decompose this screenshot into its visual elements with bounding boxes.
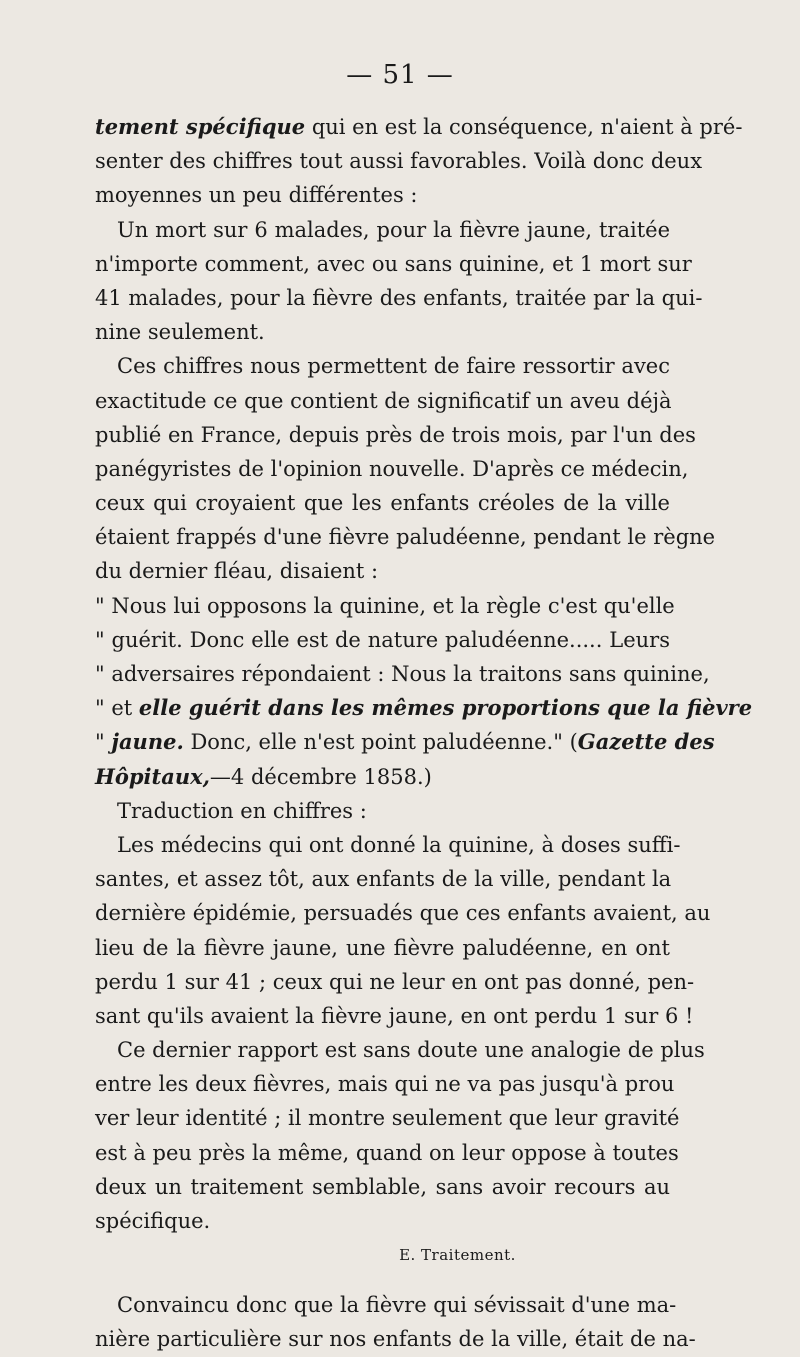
text-line: étaient frappés d'une fièvre paludéenne, pendant le règne — [95, 525, 716, 550]
quote-line: " Nous lui opposons la quinine, et la règle c'est qu'elle — [95, 593, 675, 618]
text-line: Hôpitaux,—4 décembre 1858.) — [95, 763, 432, 789]
text-line: nine seulement. — [95, 320, 265, 345]
text-line: spécifique. — [95, 1209, 211, 1233]
text-line: lieu de la fièvre jaune, une fièvre paludéenne, en ont — [95, 935, 670, 960]
text-line: Ces chiffres nous permettent de faire ressortir avec — [117, 354, 670, 379]
page-number: — 51 — — [346, 60, 454, 90]
emphasis: elle guérit dans les mêmes proportions que la fièvre — [138, 695, 753, 721]
text-line: est à peu près la même, quand on leur oppose à toutes — [95, 1140, 679, 1165]
text-line: dernière épidémie, persuadés que ces enfants avaient, au — [95, 901, 711, 926]
text-line: perdu 1 sur 41 ; ceux qui ne leur en ont pas donné, pen- — [95, 969, 695, 994]
text-line: Traduction en chiffres : — [117, 798, 367, 823]
emphasis: tement spécifique — [95, 114, 306, 139]
text-line: Un mort sur 6 malades, pour la fièvre jaune, traitée — [117, 217, 670, 242]
text-line: deux un traitement semblable, sans avoir recours au — [95, 1174, 670, 1199]
text-line: entre les deux fièvres, mais qui ne va pas jusqu'à prou — [95, 1072, 675, 1097]
citation: Hôpitaux, — [95, 763, 210, 789]
emphasis: jaune. — [111, 729, 184, 755]
text-line: moyennes un peu différentes : — [95, 183, 418, 208]
quote-line: " adversaires répondaient : Nous la traitons sans quinine, — [95, 662, 710, 686]
text-line: Les médecins qui ont donné la quinine, à doses suffi- — [117, 832, 681, 857]
text-line: Ce dernier rapport est sans doute une analogie de plus — [117, 1038, 705, 1063]
quote-line: " jaune. Donc, elle n'est point paludéenne." (Gazette des — [95, 729, 715, 755]
text-line: n'importe comment, avec ou sans quinine, et 1 mort sur — [95, 251, 692, 276]
text-line: 41 malades, pour la fièvre des enfants, traitée par la qui- — [95, 285, 703, 310]
quote-line: " et elle guérit dans les mêmes proportions que la fièvre — [95, 695, 753, 721]
text-line: panégyristes de l'opinion nouvelle. D'après ce médecin, — [95, 456, 689, 481]
text-line: Convaincu donc que la fièvre qui sévissait d'une ma- — [117, 1293, 677, 1318]
text-line: senter des chiffres tout aussi favorables. Voilà donc deux — [95, 149, 703, 174]
text-line: tement spécifique qui en est la conséquence, n'aient à pré- — [95, 114, 743, 139]
text-line: ver leur identité ; il montre seulement que leur gravité — [95, 1106, 680, 1131]
quote-line: " guérit. Donc elle est de nature paludéenne..... Leurs — [95, 627, 670, 652]
text-line: ceux qui croyaient que les enfants créoles de la ville — [95, 491, 670, 516]
text-line: exactitude ce que contient de significatif un aveu déjà — [95, 388, 672, 413]
citation: Gazette des — [577, 729, 715, 755]
text-line: publié en France, depuis près de trois mois, par l'un des — [95, 422, 696, 447]
body-text — [95, 110, 753, 1357]
text-line: santes, et assez tôt, aux enfants de la ville, pendant la — [95, 867, 672, 892]
spacer — [95, 1272, 670, 1288]
text-line: du dernier fléau, disaient : — [95, 559, 379, 584]
section-heading: E. Traitement. — [399, 1246, 516, 1265]
text-line: nière particulière sur nos enfants de la ville, était de na- — [95, 1327, 696, 1352]
text-line: sant qu'ils avaient la fièvre jaune, en ont perdu 1 sur 6 ! — [95, 1003, 694, 1028]
